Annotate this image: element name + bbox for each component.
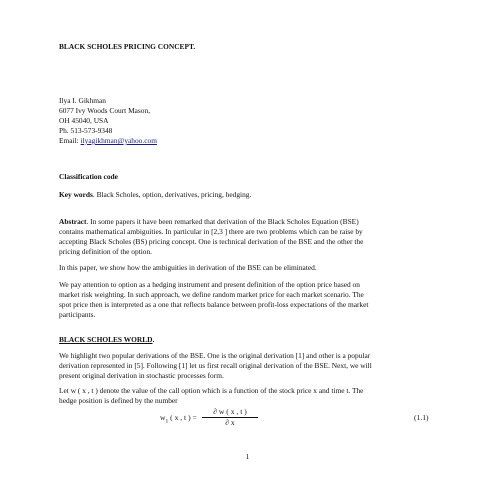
section-para-1-line-1: We highlight two popular derivations of the BSE. One is the original derivation [1] and other is a popular bbox=[59, 351, 371, 360]
page-number: 1 bbox=[245, 452, 250, 461]
equation-denominator: ∂ x bbox=[225, 418, 235, 427]
email-link[interactable]: ilyagikhman@yahoo.com bbox=[80, 136, 157, 145]
section-para-1-line-3: present original derivation in stochastic processes form. bbox=[59, 371, 224, 380]
paper-title: BLACK SCHOLES PRICING CONCEPT. bbox=[59, 42, 196, 51]
author-name: Ilya I. Gikhman bbox=[59, 96, 106, 105]
email-label: Email: bbox=[59, 136, 81, 145]
paragraph-hedging-line-2: market risk weighting. In such approach, we define random market price for each market scenario. The bbox=[59, 290, 364, 299]
paragraph-hedging-line-3: spot price then is interpreted as a one that reflects balance between profit-loss expectations of the market bbox=[59, 300, 369, 309]
abstract-label: Abstract bbox=[59, 217, 87, 226]
abstract-line-4: pricing definition of the option. bbox=[59, 247, 152, 256]
abstract-line-1: Abstract. In some papers it have been remarked that derivation of the Black Scholes Equation (BSE) bbox=[59, 217, 359, 226]
abstract-line-3: accepting Black Scholes (BS) pricing concept. One is technical derivation of the BSE and the other the bbox=[59, 237, 364, 246]
keywords-line bbox=[59, 190, 251, 200]
keywords-label: Key words bbox=[59, 190, 93, 199]
section-para-2-line-1: Let w ( x , t ) denote the value of the call option which is a function of the stock price x and time t. The bbox=[59, 386, 364, 395]
equation-fraction bbox=[200, 407, 260, 428]
classification-code: Classification code bbox=[59, 172, 118, 181]
keywords-text: . Black Scholes, option, derivatives, pricing, hedging. bbox=[92, 190, 252, 199]
section-para-2-line-2: hedge position is defined by the number bbox=[59, 396, 178, 405]
equation-lhs: $w_1$ ( x , t ) = bbox=[160, 413, 197, 425]
paragraph-hedging-line-4: participants. bbox=[59, 310, 96, 319]
author-address-line-2: OH 45040, USA bbox=[59, 116, 109, 125]
paragraph-hedging-line-1: We pay attention to option as a hedging instrument and present definition of the option price based on bbox=[59, 280, 360, 289]
author-phone: Ph. 513-573-9348 bbox=[59, 126, 113, 135]
section-para-1-line-2: derivation represented in [5]. Following [1] let us first recall original derivation of the BSE. Next, we will bbox=[59, 361, 372, 370]
equation-numerator: ∂ w ( x , t ) bbox=[213, 407, 247, 416]
author-email-line bbox=[59, 136, 157, 146]
section-heading: BLACK SCHOLES WORLD. bbox=[59, 335, 155, 344]
abstract-line-2: contains mathematical ambiguities. In particular in [2,3 ] there are two problems which can be raise by bbox=[59, 227, 363, 236]
paragraph-ambiguities: In this paper, we show how the ambiguities in derivation of the BSE can be eliminated. bbox=[59, 263, 317, 272]
author-address-line-1: 6077 Ivy Woods Court Mason, bbox=[59, 106, 151, 115]
equation-number: (1.1) bbox=[414, 413, 429, 422]
